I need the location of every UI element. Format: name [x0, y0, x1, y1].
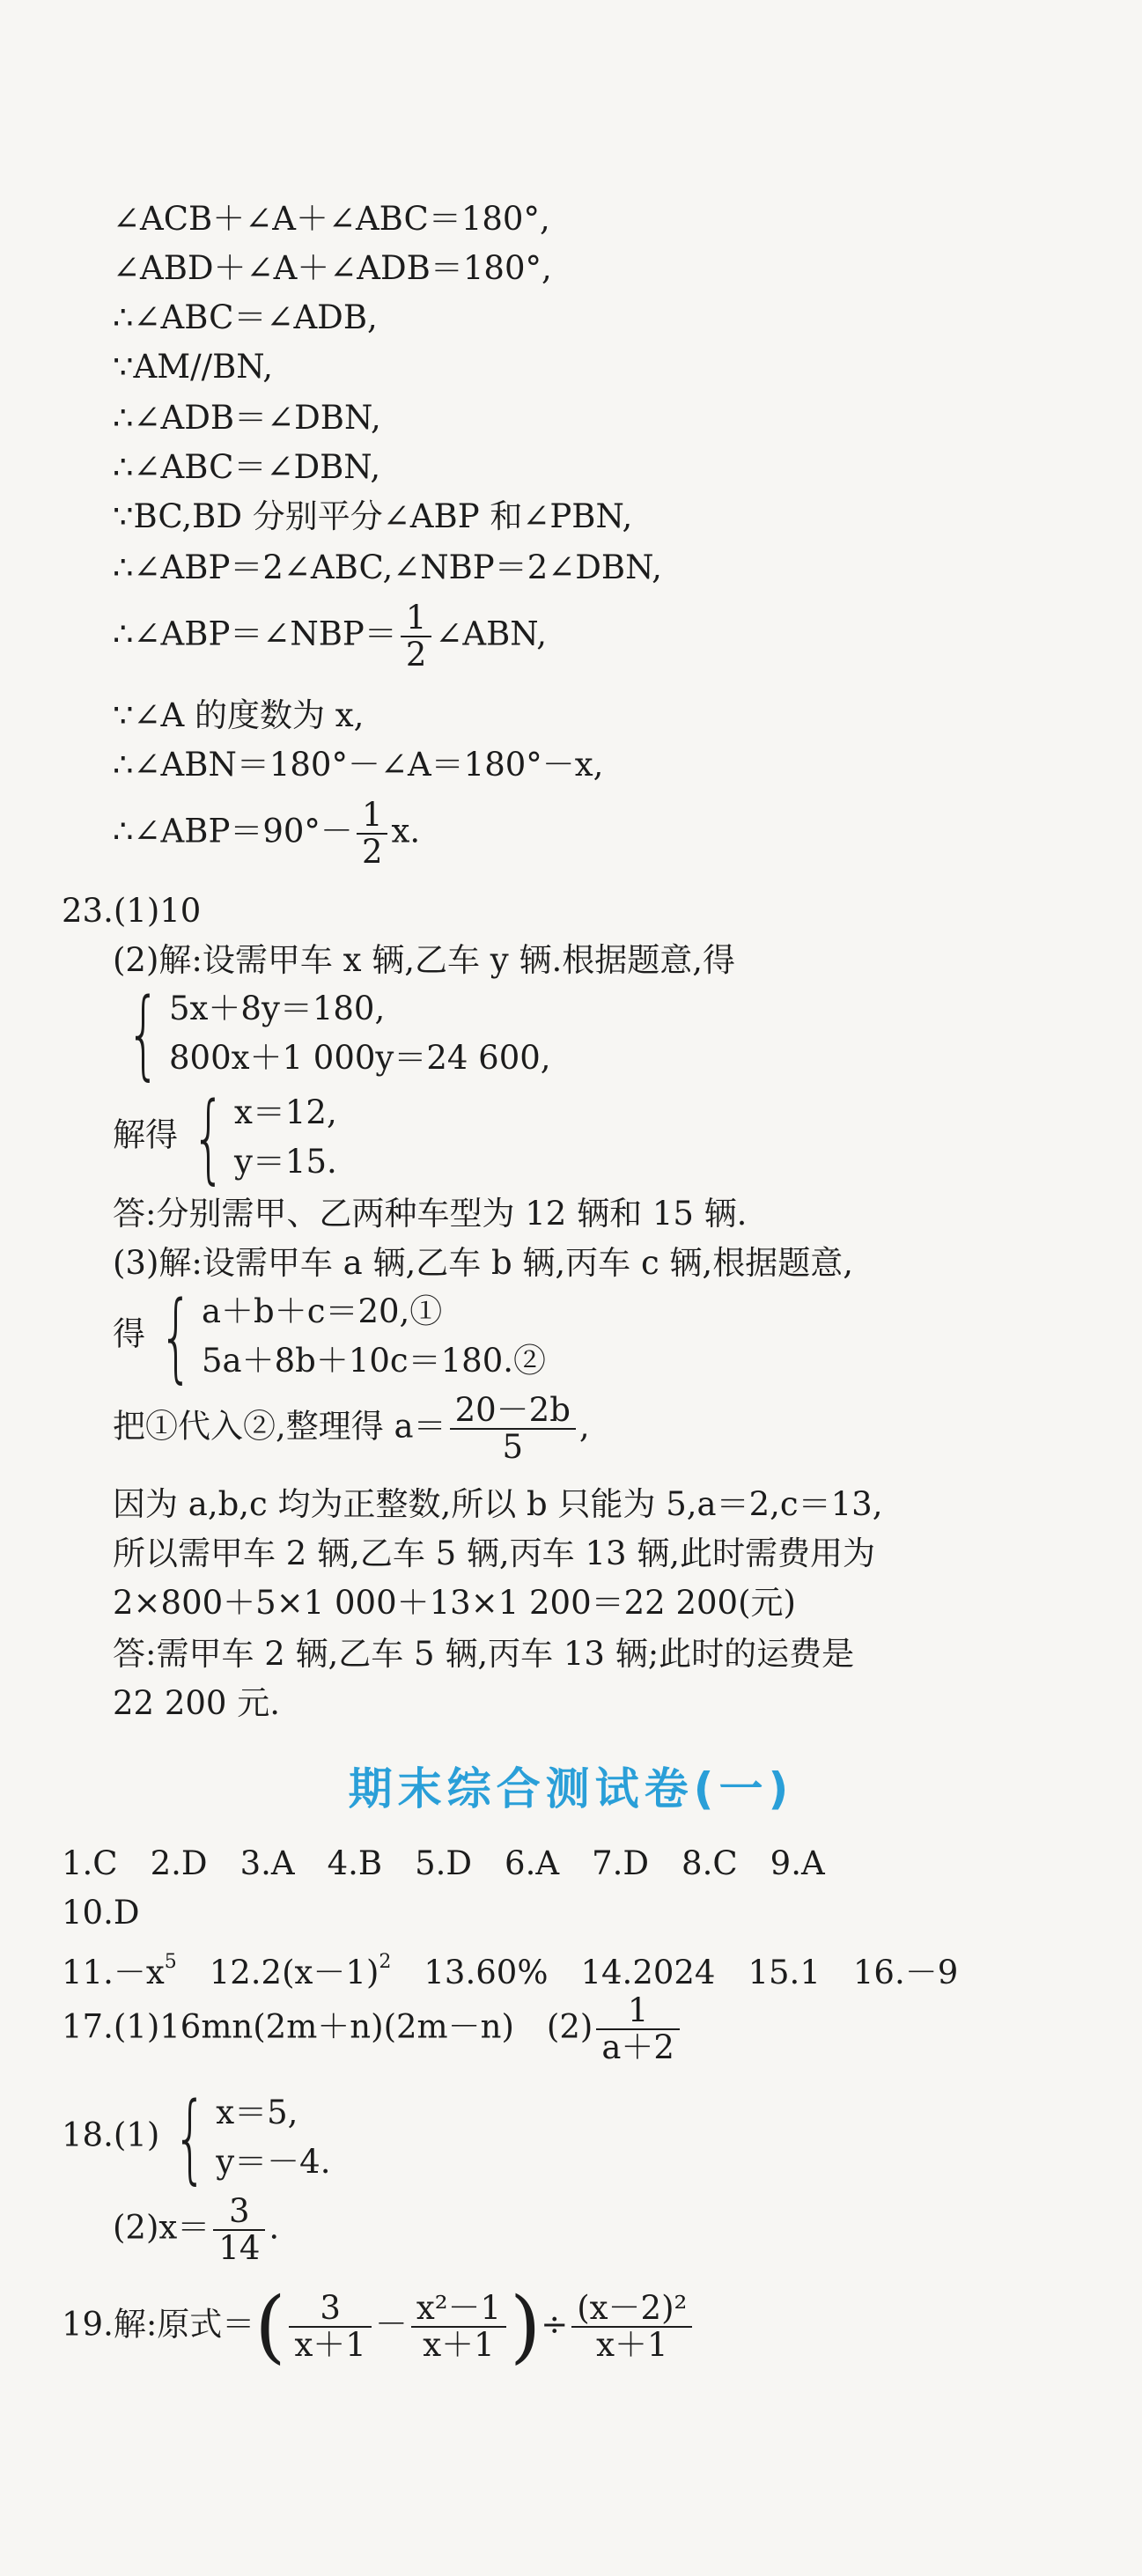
system-eq-2: 800x＋1 000y＝24 600, — [169, 1039, 551, 1077]
fraction-denominator: 2 — [361, 833, 383, 871]
proof-line-8: ∴∠ABP＝2∠ABC,∠NBP＝2∠DBN, — [113, 548, 662, 586]
answer-17 — [62, 1993, 683, 2065]
fraction-numerator: (x－2)² — [571, 2291, 692, 2328]
q23-reason-2: 所以需甲车 2 辆,乙车 5 辆,丙车 13 辆,此时需费用为 — [113, 1535, 876, 1572]
fraction-numerator: x²－1 — [411, 2291, 506, 2328]
left-paren-icon: ( — [254, 2280, 286, 2373]
answer-18-2-prefix: (2)x＝ — [113, 2208, 210, 2247]
proof-line-5: ∴∠ADB＝∠DBN, — [113, 399, 381, 437]
fraction-denominator: 5 — [502, 1428, 524, 1466]
left-brace-icon: { — [158, 1280, 194, 1393]
fraction-19-2 — [411, 2291, 506, 2363]
fraction-denominator: x＋1 — [294, 2326, 366, 2364]
section-heading: 期末综合测试卷(一) — [348, 1763, 794, 1814]
answers-13-16: 13.60% 14.2024 15.1 16.－9 — [424, 1954, 959, 1991]
fraction-numerator: 1 — [357, 798, 388, 835]
system-eq-1: a＋b＋c＝20,① — [202, 1292, 443, 1330]
fraction-a — [450, 1393, 576, 1465]
proof-line-11: ∴∠ABN＝180°－∠A＝180°－x, — [113, 746, 604, 784]
q23-part3-intro: (3)解:设需甲车 a 辆,乙车 b 辆,丙车 c 辆,根据题意, — [113, 1244, 853, 1282]
proof-line-3: ∴∠ABC＝∠ADB, — [113, 298, 378, 336]
system-eq-1: 5x＋8y＝180, — [169, 990, 386, 1027]
left-brace-icon: { — [126, 977, 161, 1090]
answer-18-2-suffix: . — [269, 2208, 280, 2247]
fraction-denominator: x＋1 — [423, 2326, 495, 2364]
answer-18-label: 18.(1) — [62, 2116, 160, 2154]
fraction-numerator: 3 — [289, 2291, 371, 2328]
answers-row-3 — [62, 1942, 958, 1993]
minus-sign: － — [374, 2305, 408, 2344]
answer-19-prefix: 19.解:原式＝ — [62, 2305, 255, 2344]
fraction-denominator: a＋2 — [601, 2028, 674, 2066]
answer-12: 12.2(x－1) — [209, 1954, 379, 1991]
de-label: 得 — [113, 1314, 145, 1353]
fraction-denominator: 14 — [218, 2229, 261, 2267]
q23-part2-intro: (2)解:设需甲车 x 辆,乙车 y 辆.根据题意,得 — [113, 941, 735, 979]
fraction-half — [357, 798, 388, 870]
q23-part1: 23.(1)10 — [62, 892, 202, 930]
q23-solution — [113, 1081, 337, 1194]
q23-system-1 — [113, 977, 551, 1090]
q23-answer-2a: 答:需甲车 2 辆,乙车 5 辆,丙车 13 辆;此时的运费是 — [113, 1635, 855, 1673]
proof-line-1: ∠ACB＋∠A＋∠ABC＝180°, — [113, 200, 550, 238]
proof-line-6: ∴∠ABC＝∠DBN, — [113, 448, 381, 486]
answers-row-2: 10.D — [62, 1894, 140, 1932]
solution-x: x＝12, — [234, 1093, 337, 1131]
fraction-answer-18 — [213, 2194, 265, 2266]
fraction-numerator: 20－2b — [450, 1393, 576, 1430]
answer-18-part1 — [62, 2081, 331, 2194]
q23-substitution — [113, 1393, 590, 1465]
proof-line-7: ∵BC,BD 分别平分∠ABP 和∠PBN, — [113, 497, 633, 535]
proof-line-9-suffix: ∠ABN, — [435, 615, 548, 653]
divide-sign: ÷ — [541, 2305, 569, 2344]
fraction-denominator: x＋1 — [596, 2326, 668, 2364]
left-brace-icon: { — [191, 1081, 226, 1194]
q23-answer-2b: 22 200 元. — [113, 1684, 280, 1722]
proof-line-12-suffix: x. — [391, 812, 421, 850]
answer-11-exponent: 5 — [164, 1951, 177, 1973]
proof-line-9 — [113, 600, 547, 673]
left-brace-icon: { — [173, 2081, 208, 2194]
q23-answer-1: 答:分别需甲、乙两种车型为 12 辆和 15 辆. — [113, 1195, 748, 1233]
fraction-19-3 — [571, 2291, 692, 2363]
proof-line-10: ∵∠A 的度数为 x, — [113, 696, 365, 734]
answer-19 — [62, 2280, 696, 2373]
answer-18-part2 — [113, 2194, 279, 2266]
substitution-prefix: 把①代入②,整理得 a＝ — [113, 1407, 446, 1446]
fraction-numerator: 1 — [401, 600, 432, 637]
solution-y: y＝15. — [234, 1143, 337, 1181]
system-eq-2: 5a＋8b＋10c＝180.② — [202, 1342, 547, 1380]
answer-11: 11.－x — [62, 1954, 165, 1991]
fraction-answer-17 — [596, 1993, 680, 2065]
q23-reason-3: 2×800＋5×1 000＋13×1 200＝22 200(元) — [113, 1584, 796, 1622]
substitution-suffix: , — [578, 1407, 590, 1446]
answer-17-prefix: 17.(1)16mn(2m＋n)(2m－n) (2) — [62, 2007, 593, 2046]
solution-y: y＝－4. — [216, 2143, 331, 2181]
proof-line-12 — [113, 798, 420, 870]
fraction-numerator: 1 — [596, 1993, 680, 2030]
q23-reason-1: 因为 a,b,c 均为正整数,所以 b 只能为 5,a＝2,c＝13, — [113, 1485, 883, 1523]
solve-label: 解得 — [113, 1115, 178, 1154]
right-paren-icon: ) — [510, 2280, 542, 2373]
proof-line-2: ∠ABD＋∠A＋∠ADB＝180°, — [113, 249, 552, 287]
proof-line-9-prefix: ∴∠ABP＝∠NBP＝ — [113, 615, 397, 653]
proof-line-4: ∵AM//BN, — [113, 348, 274, 386]
answer-12-exponent: 2 — [379, 1951, 392, 1973]
solution-x: x＝5, — [216, 2094, 298, 2131]
fraction-half — [401, 600, 432, 673]
fraction-denominator: 2 — [405, 636, 427, 673]
answers-row-1: 1.C 2.D 3.A 4.B 5.D 6.A 7.D 8.C 9.A — [62, 1844, 825, 1882]
proof-line-12-prefix: ∴∠ABP＝90°－ — [113, 812, 353, 850]
fraction-19-1 — [289, 2291, 371, 2363]
q23-system-2 — [113, 1280, 547, 1393]
fraction-numerator: 3 — [213, 2194, 265, 2231]
